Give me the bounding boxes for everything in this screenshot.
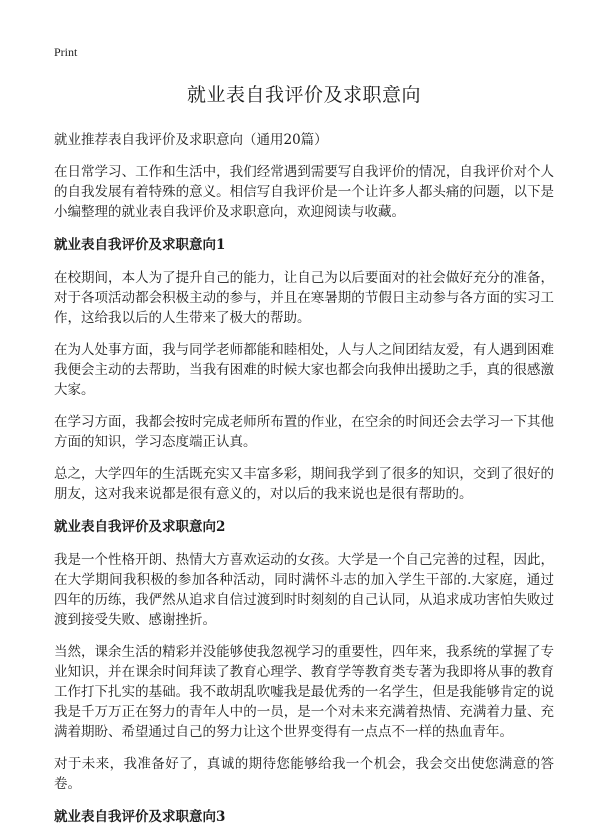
section-1-paragraph-2: 在为人处事方面，我与同学老师都能和睦相处，人与人之间团结友爱，有人遇到困难我便会主动的去帮助，当我有困难的时候大家也都会向我伸出援助之手，真的很感激大家。 (54, 342, 554, 398)
section-1-paragraph-1: 在校期间，本人为了提升自己的能力，让自己为以后要面对的社会做好充分的准备，对于各项活动都会积极主动的参与，并且在寒暑期的节假日主动参与各方面的实习工作，这给我以后的人生带来了极大的帮助。 (54, 270, 554, 326)
page-title: 就业表自我评价及求职意向 (186, 84, 421, 106)
section-heading-3: 就业表自我评价及求职意向3 (54, 809, 226, 825)
section-2-paragraph-2: 当然，课余生活的精彩并没能够使我忽视学习的重要性，四年来，我系统的掌握了专业知识，并在课余时间拜读了教育心理学、教育学等教育类专著为我即将从事的教育工作打下扎实的基础。我不敢胡乱吹嘘我是最优秀的一名学生，但是我能够肯定的说我是千万万正在努力的青年人中的一员，是一个对未来充满着热情、充满着力量、充满着期盼、希望通过自己的努力让这个世界变得有一点点不一样的热血青年。 (54, 644, 554, 740)
document-subtitle: 就业推荐表自我评价及求职意向（通用20篇） (54, 132, 328, 148)
section-heading-1: 就业表自我评价及求职意向1 (54, 237, 226, 253)
print-link[interactable]: Print (54, 45, 78, 59)
section-1-paragraph-4: 总之，大学四年的生活既充实又丰富多彩，期间我学到了很多的知识，交到了很好的朋友，这对我来说都是很有意义的，对以后的我来说也是很有帮助的。 (54, 466, 554, 502)
section-1-paragraph-3: 在学习方面，我都会按时完成老师所布置的作业，在空余的时间还会去学习一下其他方面的知识，学习态度端正认真。 (54, 414, 554, 450)
section-2-paragraph-3: 对于未来，我准备好了，真诚的期待您能够给我一个机会，我会交出使您满意的答卷。 (54, 756, 554, 792)
section-2-paragraph-1: 我是一个性格开朗、热情大方喜欢运动的女孩。大学是一个自己完善的过程，因此，在大学期间我积极的参加各种活动，同时满怀斗志的加入学生干部的.大家庭，通过四年的历练，我俨然从追求自信过渡到时时刻刻的自己认同，从追求成功害怕失败过渡到接受失败、感谢挫折。 (54, 552, 554, 628)
intro-paragraph: 在日常学习、工作和生活中，我们经常遇到需要写自我评价的情况，自我评价对个人的自我发展有着特殊的意义。相信写自我评价是一个让许多人都头痛的问题，以下是小编整理的就业表自我评价及求职意向，欢迎阅读与收藏。 (54, 164, 554, 220)
section-heading-2: 就业表自我评价及求职意向2 (54, 519, 226, 535)
